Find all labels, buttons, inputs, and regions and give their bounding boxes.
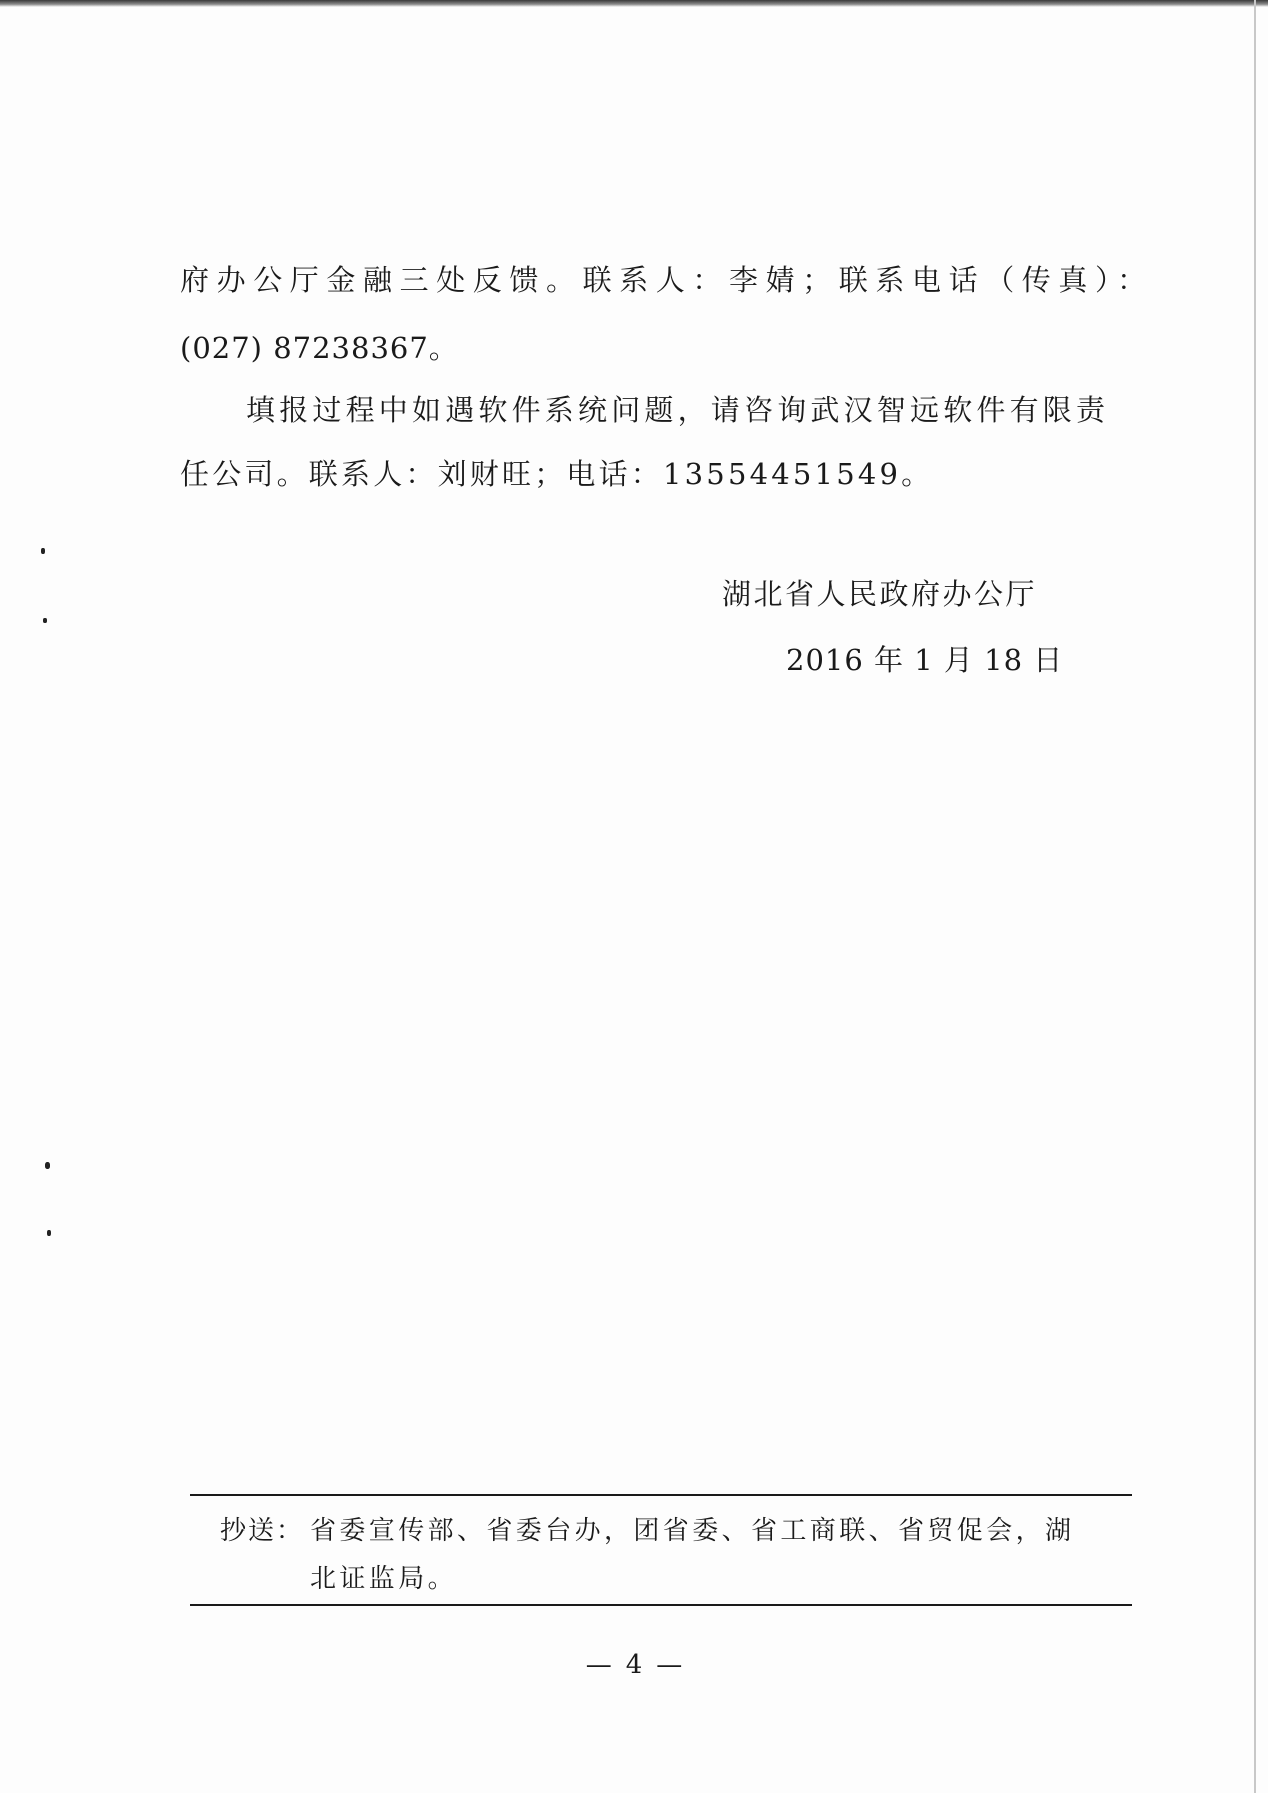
- scan-speck: [47, 1230, 51, 1236]
- body-line-4: 任公司。联系人：刘财旺；电话：13554451549。: [180, 457, 934, 491]
- cc-recipients-line-2: 北证监局。: [310, 1564, 458, 1594]
- scan-speck: [43, 618, 47, 623]
- cc-bottom-rule: [190, 1604, 1132, 1606]
- scan-speck: [41, 548, 45, 554]
- body-line-3: 填报过程中如遇软件系统问题，请咨询武汉智远软件有限责: [246, 393, 1110, 427]
- issuer-name: 湖北省人民政府办公厅: [722, 577, 1038, 611]
- scan-speck: [45, 1162, 50, 1169]
- scan-top-edge: [0, 0, 1268, 7]
- body-line-2: (027) 87238367。: [180, 331, 459, 365]
- page-number: [0, 1648, 1268, 1682]
- body-line-1: 府办公厅金融三处反馈。联系人：李婧；联系电话（传真）：: [180, 263, 1154, 297]
- cc-top-rule: [190, 1494, 1132, 1496]
- cc-recipients-line-1: 省委宣传部、省委台办，团省委、省工商联、省贸促会，湖: [310, 1516, 1075, 1546]
- page-number-right-dash: —: [656, 1650, 683, 1680]
- page-number-left-dash: —: [585, 1650, 612, 1680]
- cc-label: 抄送：: [220, 1516, 305, 1546]
- page-number-value: 4: [625, 1650, 643, 1680]
- scan-right-edge: [1254, 0, 1256, 1793]
- issue-date: 2016 年 1 月 18 日: [786, 643, 1064, 677]
